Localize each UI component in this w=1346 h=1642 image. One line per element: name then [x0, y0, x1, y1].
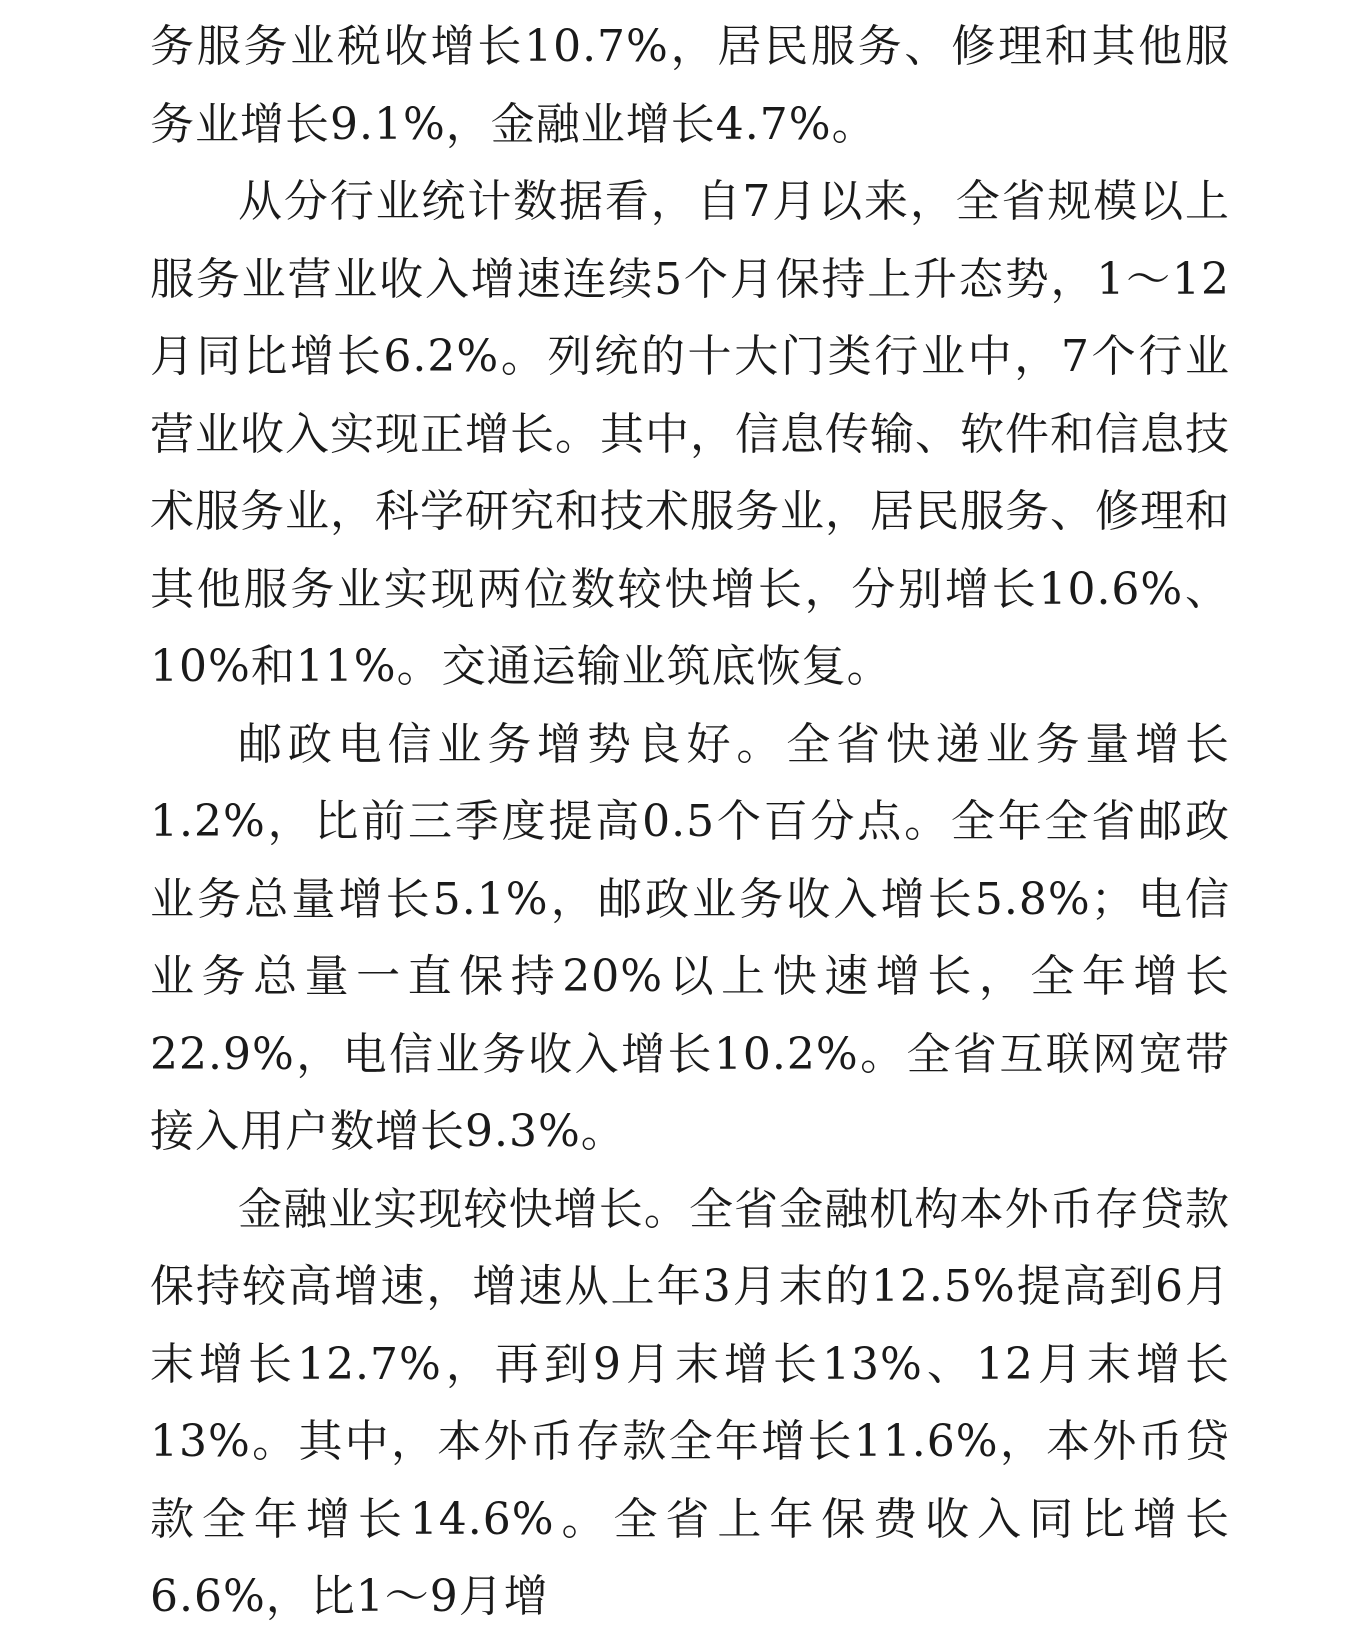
- paragraph-postal-telecom: 邮政电信业务增势良好。全省快递业务量增长1.2%，比前三季度提高0.5个百分点。全年全省邮政业务总量增长5.1%，邮政业务收入增长5.8%；电信业务总量一直保持20%以上快速增长，全年增长22.9%，电信业务收入增长10.2%。全省互联网宽带接入用户数增长9.3%。: [150, 718, 1230, 1157]
- paragraph-finance: 金融业实现较快增长。全省金融机构本外币存贷款保持较高增速，增速从上年3月末的12.5%提高到6月末增长12.7%，再到9月末增长13%、12月末增长13%。其中，本外币存款全年增长11.6%，本外币贷款全年增长14.6%。全省上年保费收入同比增长6.6%，比1～9月增: [150, 1183, 1230, 1622]
- paragraph-services-tax: 务服务业税收增长10.7%，居民服务、修理和其他服务业增长9.1%，金融业增长4.7%。: [150, 21, 1230, 150]
- document-page: [150, 8, 1230, 1636]
- paragraph-industry-statistics: 从分行业统计数据看，自7月以来，全省规模以上服务业营业收入增速连续5个月保持上升态势，1～12月同比增长6.2%。列统的十大门类行业中，7个行业营业收入实现正增长。其中，信息传输、软件和信息技术服务业，科学研究和技术服务业，居民服务、修理和其他服务业实现两位数较快增长，分别增长10.6%、10%和11%。交通运输业筑底恢复。: [150, 176, 1230, 692]
